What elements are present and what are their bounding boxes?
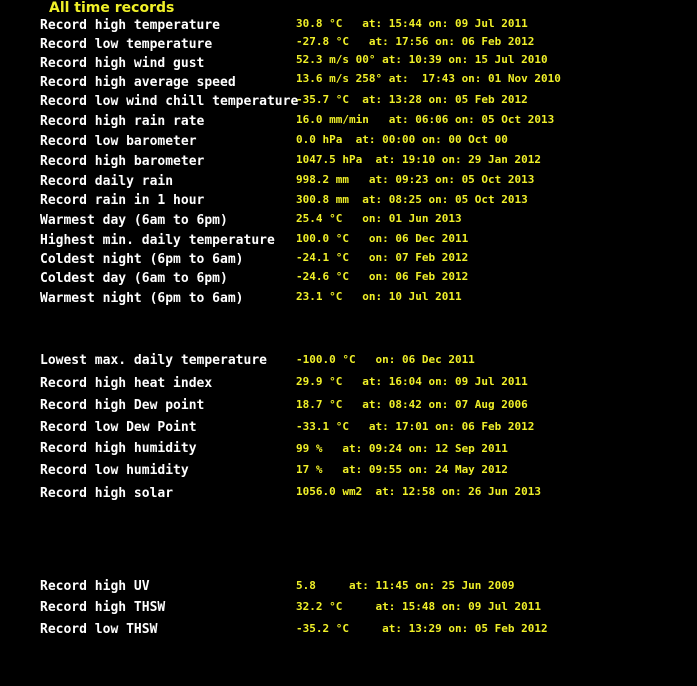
record-value-high-wind-gust: 52.3 m/s 00° at: 10:39 on: 15 Jul 2010 (296, 53, 548, 66)
record-label-low-barometer: Record low barometer (40, 134, 197, 149)
record-value-high-average-speed: 13.6 m/s 258° at: 17:43 on: 01 Nov 2010 (296, 72, 561, 85)
record-label-low-temperature: Record low temperature (40, 37, 213, 52)
record-value-coldest-night: -24.1 °C on: 07 Feb 2012 (296, 251, 469, 264)
record-label-high-uv: Record high UV (40, 579, 150, 594)
record-label-coldest-day: Coldest day (6am to 6pm) (40, 271, 228, 286)
record-label-low-dew-point: Record low Dew Point (40, 420, 197, 435)
record-label-high-solar: Record high solar (40, 486, 174, 501)
record-value-rain-1-hour: 300.8 mm at: 08:25 on: 05 Oct 2013 (296, 193, 528, 206)
record-value-high-rain-rate: 16.0 mm/min at: 06:06 on: 05 Oct 2013 (296, 113, 555, 126)
record-value-low-humidity: 17 % at: 09:55 on: 24 May 2012 (296, 463, 508, 476)
record-value-high-barometer: 1047.5 hPa at: 19:10 on: 29 Jan 2012 (296, 153, 542, 166)
record-label-high-rain-rate: Record high rain rate (40, 114, 205, 129)
record-label-daily-rain: Record daily rain (40, 174, 174, 189)
record-label-high-humidity: Record high humidity (40, 441, 197, 456)
record-label-high-thsw: Record high THSW (40, 600, 166, 615)
record-value-low-wind-chill: -35.7 °C at: 13:28 on: 05 Feb 2012 (296, 93, 528, 106)
record-value-warmest-night: 23.1 °C on: 10 Jul 2011 (296, 290, 462, 303)
record-value-low-temperature: -27.8 °C at: 17:56 on: 06 Feb 2012 (296, 35, 535, 48)
record-label-high-barometer: Record high barometer (40, 154, 205, 169)
record-label-low-wind-chill: Record low wind chill temperature (40, 94, 299, 109)
record-value-low-barometer: 0.0 hPa at: 00:00 on: 00 Oct 00 (296, 133, 508, 146)
record-value-lowest-max-daily-temperature: -100.0 °C on: 06 Dec 2011 (296, 353, 475, 366)
record-value-daily-rain: 998.2 mm at: 09:23 on: 05 Oct 2013 (296, 173, 535, 186)
record-label-low-humidity: Record low humidity (40, 463, 189, 478)
record-label-high-wind-gust: Record high wind gust (40, 56, 205, 71)
record-label-warmest-day: Warmest day (6am to 6pm) (40, 213, 228, 228)
record-label-high-temperature: Record high temperature (40, 18, 221, 33)
record-value-high-humidity: 99 % at: 09:24 on: 12 Sep 2011 (296, 442, 508, 455)
page-title: All time records (49, 0, 175, 16)
record-label-coldest-night: Coldest night (6pm to 6am) (40, 252, 244, 267)
record-value-warmest-day: 25.4 °C on: 01 Jun 2013 (296, 212, 462, 225)
record-label-lowest-max-daily-temperature: Lowest max. daily temperature (40, 353, 267, 368)
record-value-high-dew-point: 18.7 °C at: 08:42 on: 07 Aug 2006 (296, 398, 528, 411)
record-label-highest-min-daily-temperature: Highest min. daily temperature (40, 233, 275, 248)
record-label-rain-1-hour: Record rain in 1 hour (40, 193, 205, 208)
record-value-coldest-day: -24.6 °C on: 06 Feb 2012 (296, 270, 469, 283)
record-label-warmest-night: Warmest night (6pm to 6am) (40, 291, 244, 306)
record-value-low-thsw: -35.2 °C at: 13:29 on: 05 Feb 2012 (296, 622, 548, 635)
record-value-high-solar: 1056.0 wm2 at: 12:58 on: 26 Jun 2013 (296, 485, 542, 498)
record-label-high-heat-index: Record high heat index (40, 376, 213, 391)
record-value-high-temperature: 30.8 °C at: 15:44 on: 09 Jul 2011 (296, 17, 528, 30)
record-label-high-average-speed: Record high average speed (40, 75, 236, 90)
record-value-low-dew-point: -33.1 °C at: 17:01 on: 06 Feb 2012 (296, 420, 535, 433)
record-label-low-thsw: Record low THSW (40, 622, 158, 637)
record-label-high-dew-point: Record high Dew point (40, 398, 205, 413)
record-value-high-heat-index: 29.9 °C at: 16:04 on: 09 Jul 2011 (296, 375, 528, 388)
record-value-high-thsw: 32.2 °C at: 15:48 on: 09 Jul 2011 (296, 600, 542, 613)
record-value-highest-min-daily-temperature: 100.0 °C on: 06 Dec 2011 (296, 232, 469, 245)
record-value-high-uv: 5.8 at: 11:45 on: 25 Jun 2009 (296, 579, 515, 592)
